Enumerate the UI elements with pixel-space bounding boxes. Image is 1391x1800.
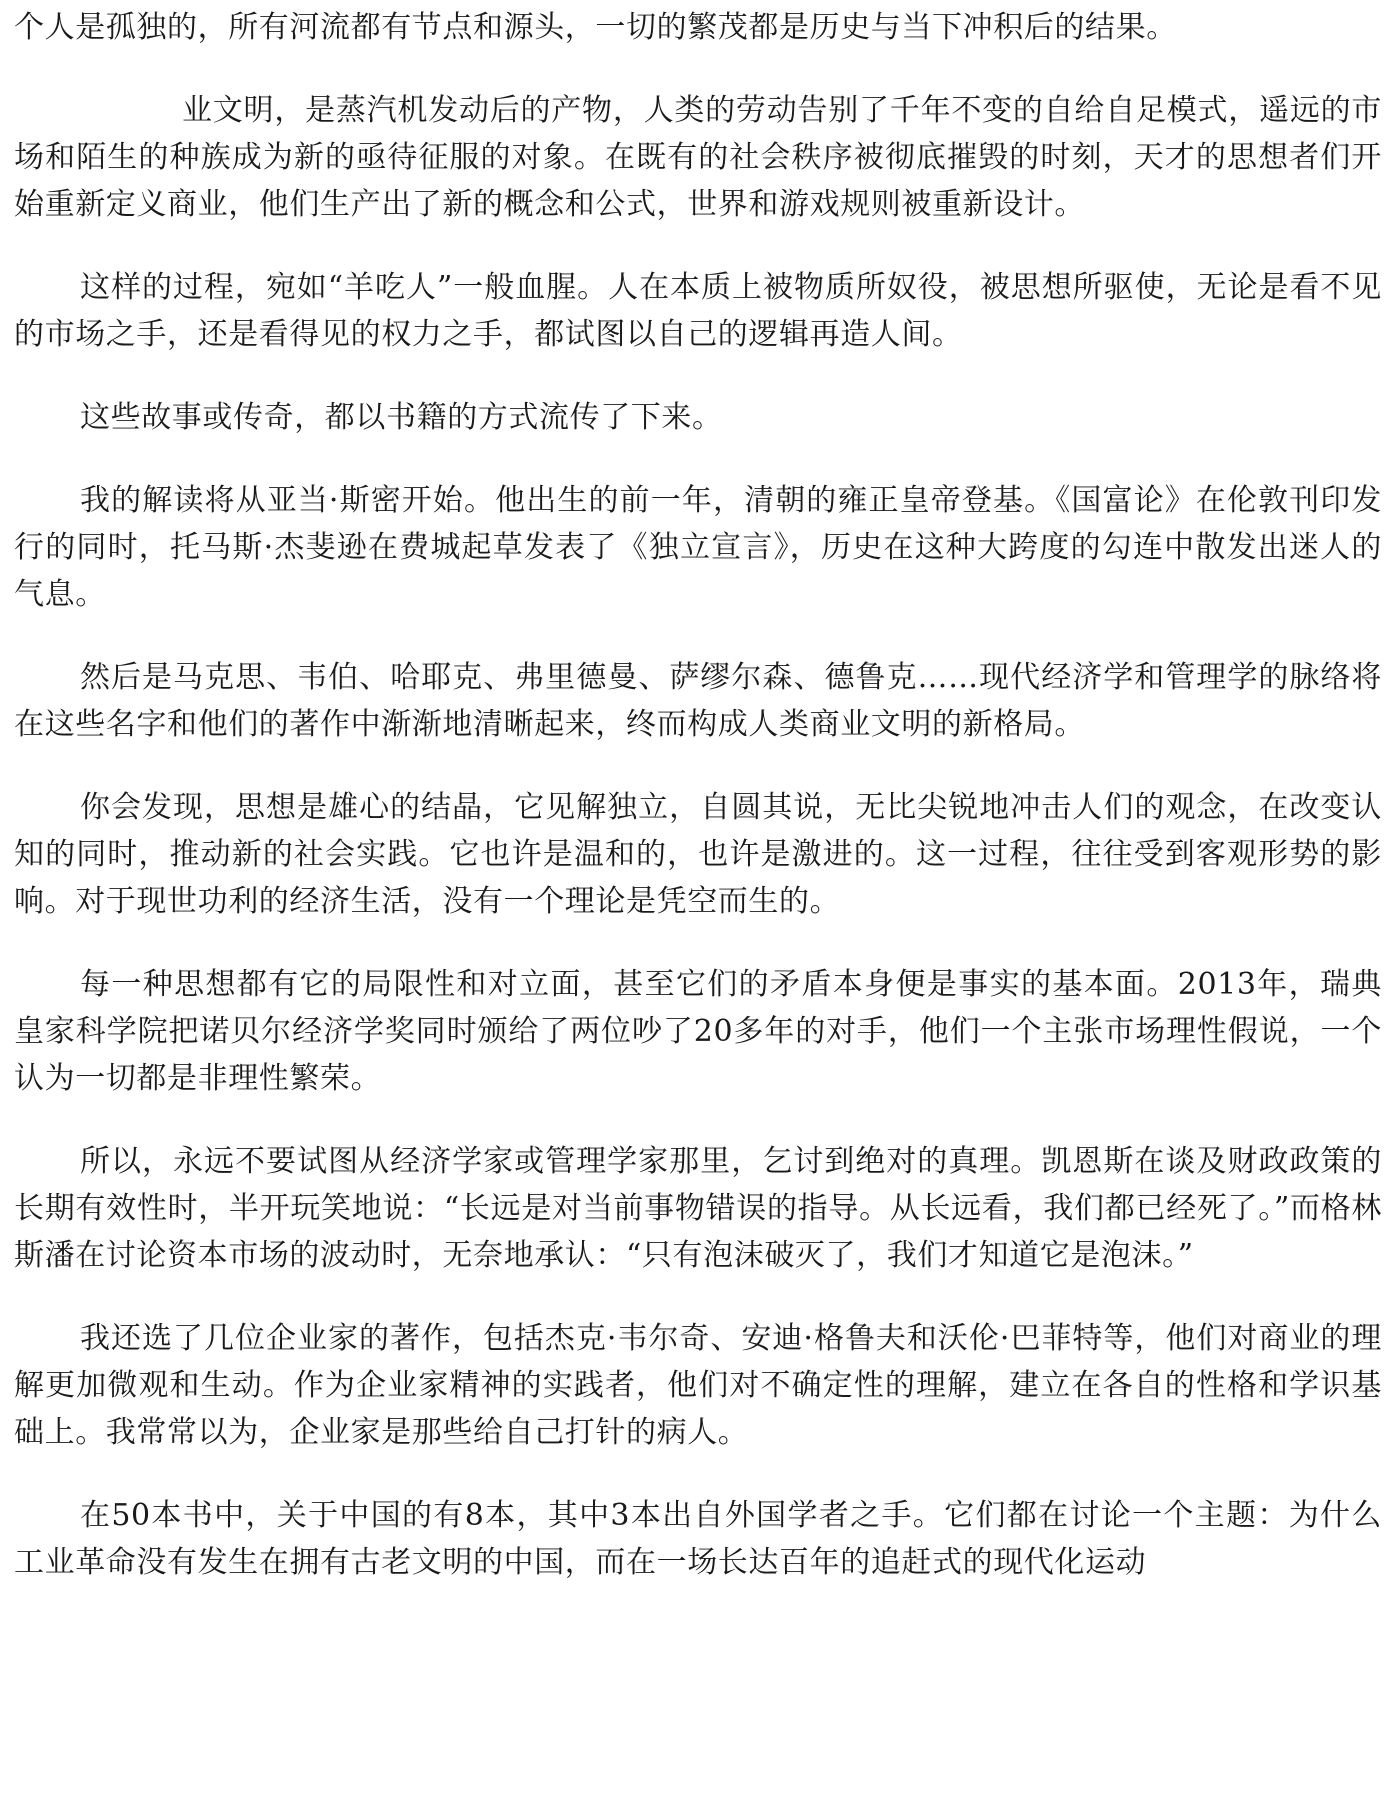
paragraph: 然后是马克思、韦伯、哈耶克、弗里德曼、萨缪尔森、德鲁克……现代经济学和管理学的脉络将在这些名字和他们的著作中渐渐地清晰起来，终而构成人类商业文明的新格局。 bbox=[14, 660, 1382, 742]
paragraph: 这些故事或传奇，都以书籍的方式流传了下来。 bbox=[80, 400, 723, 435]
paragraph: 业文明，是蒸汽机发动后的产物，人类的劳动告别了千年不变的自给自足模式，遥远的市场和陌生的种族成为新的亟待征服的对象。在既有的社会秩序被彻底摧毁的时刻，天才的思想者们开始重新定义商业，他们生产出了新的概念和公式，世界和游戏规则被重新设计。 bbox=[14, 93, 1382, 222]
paragraph: 这样的过程，宛如“羊吃人”一般血腥。人在本质上被物质所奴役，被思想所驱使，无论是看不见的市场之手，还是看得见的权力之手，都试图以自己的逻辑再造人间。 bbox=[14, 270, 1382, 352]
paragraph: 所以，永远不要试图从经济学家或管理学家那里，乞讨到绝对的真理。凯恩斯在谈及财政政策的长期有效性时，半开玩笑地说：“长远是对当前事物错误的指导。从长远看，我们都已经死了。”而格林斯潘在讨论资本市场的波动时，无奈地承认：“只有泡沫破灭了，我们才知道它是泡沫。” bbox=[14, 1144, 1382, 1273]
paragraph: 个人是孤独的，所有河流都有节点和源头，一切的繁茂都是历史与当下冲积后的结果。 bbox=[14, 10, 1177, 45]
body-text bbox=[14, 4, 1382, 1586]
paragraph: 我还选了几位企业家的著作，包括杰克·韦尔奇、安迪·格鲁夫和沃伦·巴菲特等，他们对商业的理解更加微观和生动。作为企业家精神的实践者，他们对不确定性的理解，建立在各自的性格和学识基础上。我常常以为，企业家是那些给自己打针的病人。 bbox=[14, 1321, 1382, 1450]
paragraph: 我的解读将从亚当·斯密开始。他出生的前一年，清朝的雍正皇帝登基。《国富论》在伦敦刊印发行的同时，托马斯·杰斐逊在费城起草发表了《独立宣言》，历史在这种大跨度的勾连中散发出迷人的气息。 bbox=[14, 483, 1382, 612]
paragraph: 每一种思想都有它的局限性和对立面，甚至它们的矛盾本身便是事实的基本面。2013年，瑞典皇家科学院把诺贝尔经济学奖同时颁给了两位吵了20多年的对手，他们一个主张市场理性假说，一个认为一切都是非理性繁荣。 bbox=[14, 967, 1382, 1096]
paragraph: 在50本书中，关于中国的有8本，其中3本出自外国学者之手。它们都在讨论一个主题：为什么工业革命没有发生在拥有古老文明的中国，而在一场长达百年的追赶式的现代化运动 bbox=[14, 1498, 1382, 1580]
paragraph: 你会发现，思想是雄心的结晶，它见解独立，自圆其说，无比尖锐地冲击人们的观念，在改变认知的同时，推动新的社会实践。它也许是温和的，也许是激进的。这一过程，往往受到客观形势的影响。对于现世功利的经济生活，没有一个理论是凭空而生的。 bbox=[14, 790, 1382, 919]
